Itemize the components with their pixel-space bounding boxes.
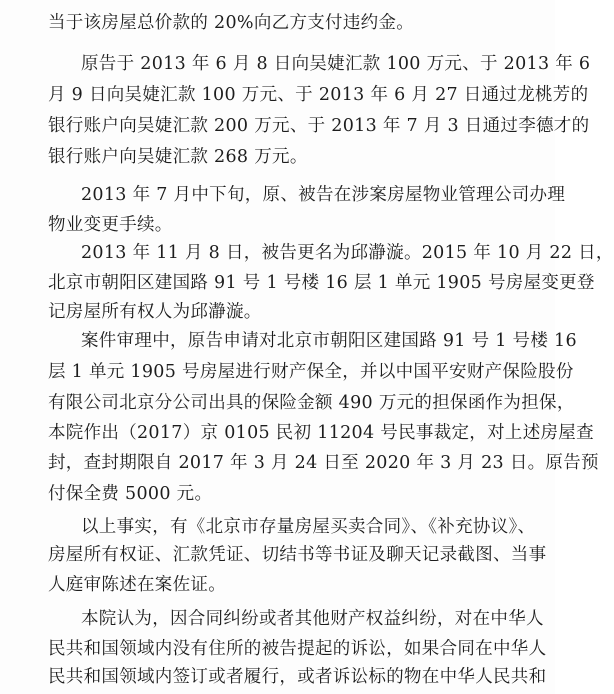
text-line: 物业变更手续。 <box>48 215 173 235</box>
text-line: 银行账户向吴婕汇款 268 万元。 <box>48 147 308 167</box>
text-line: 人庭审陈述在案佐证。 <box>48 575 226 595</box>
text-line: 房屋所有权证、汇款凭证、切结书等书证及聊天记录截图、当事 <box>48 545 547 565</box>
text-line: 案件审理中，原告申请对北京市朝阳区建国路 91 号 1 号楼 16 <box>81 331 577 351</box>
text-line: 当于该房屋总价款的 20%向乙方支付违约金。 <box>48 13 415 33</box>
text-line: 本院认为，因合同纠纷或者其他财产权益纠纷，对在中华人 <box>81 609 544 629</box>
text-line: 封，查封期限自 2017 年 3 月 24 日至 2020 年 3 月 23 日。原告预 <box>48 453 599 473</box>
text-line: 民共和国领域内签订或者履行，或者诉讼标的物在中华人民共和 <box>48 667 547 687</box>
text-line: 以上事实，有《北京市存量房屋买卖合同》、《补充协议》、 <box>81 517 536 537</box>
text-line: 有限公司北京分公司出具的保险金额 490 万元的担保函作为担保， <box>48 393 575 413</box>
text-line: 本院作出（2017）京 0105 民初 11204 号民事裁定，对上述房屋查 <box>48 423 594 443</box>
text-line: 民共和国领域内没有住所的被告提起的诉讼，如果合同在中华人 <box>48 639 547 659</box>
text-line: 月 9 日向吴婕汇款 100 万元、于 2013 年 6 月 27 日通过龙桃芳的 <box>48 85 589 105</box>
text-line: 2013 年 7 月中下旬，原、被告在涉案房屋物业管理公司办理 <box>81 185 566 205</box>
text-line: 记房屋所有权人为邱瀞漩。 <box>48 302 262 322</box>
text-line: 银行账户向吴婕汇款 200 万元、于 2013 年 7 月 3 日通过李德才的 <box>48 116 590 136</box>
text-line: 2013 年 11 月 8 日，被告更名为邱瀞漩。2015 年 10 月 22 日， <box>81 243 614 263</box>
text-line: 北京市朝阳区建国路 91 号 1 号楼 16 层 1 单元 1905 号房屋变更登 <box>48 273 595 293</box>
text-line: 付保全费 5000 元。 <box>48 484 213 504</box>
text-line: 原告于 2013 年 6 月 8 日向吴婕汇款 100 万元、于 2013 年 6 <box>81 54 591 74</box>
text-line: 层 1 单元 1905 号房屋进行财产保全，并以中国平安财产保险股份 <box>48 362 574 382</box>
